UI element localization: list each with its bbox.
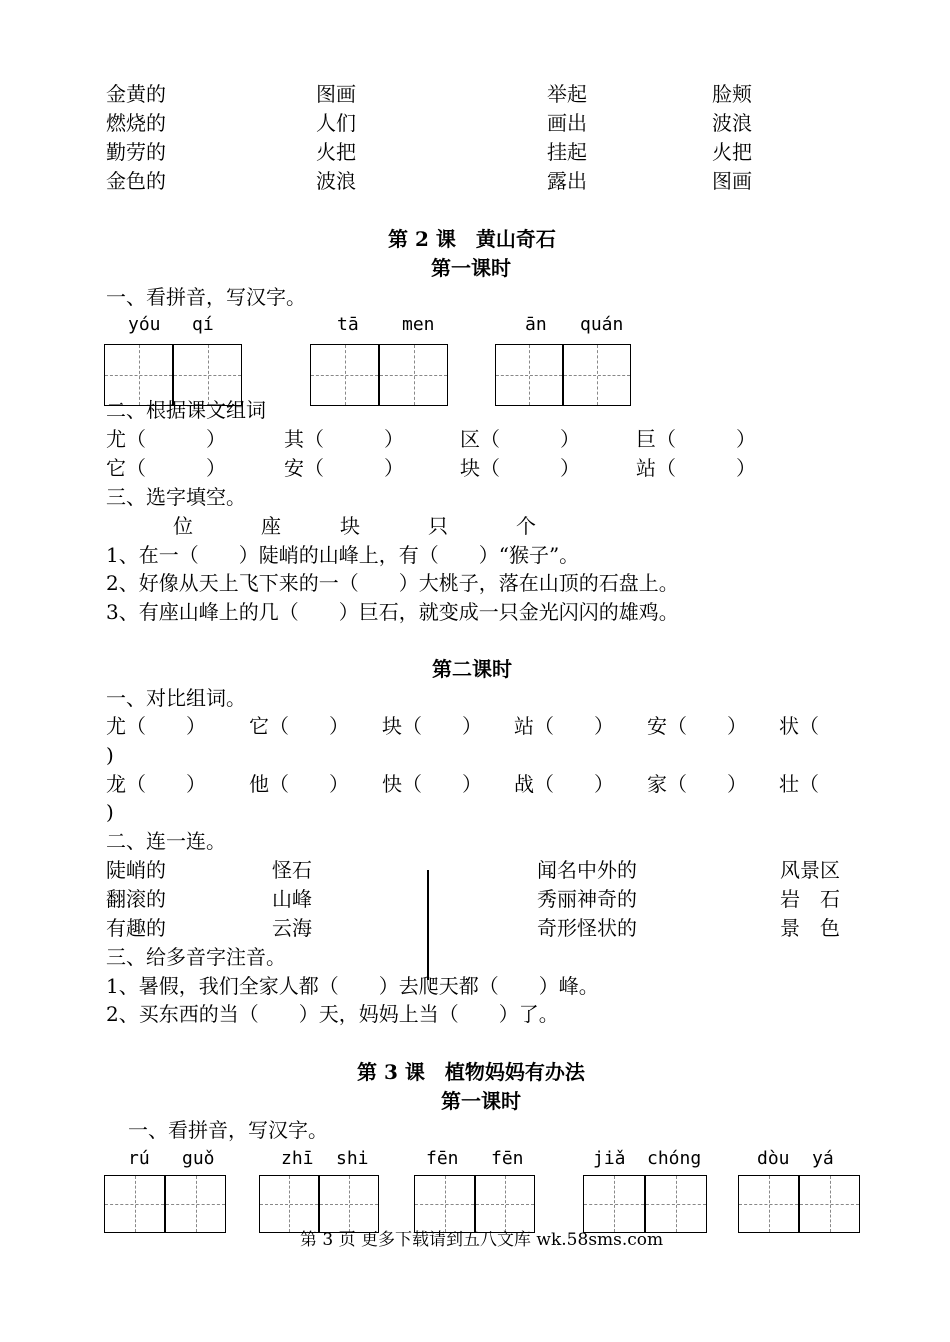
word-blank: 站（ ） — [636, 456, 756, 480]
period-title: 第一课时 — [441, 1089, 521, 1113]
table-cell: 火把 — [316, 140, 356, 164]
compare-blank: 安（ ） — [647, 714, 747, 738]
writing-box[interactable] — [173, 344, 242, 406]
compare-blank: 尤（ ） — [106, 714, 206, 738]
writing-box[interactable] — [495, 344, 563, 406]
section-heading: 二、连一连。 — [106, 829, 226, 853]
compare-blank: 块（ ） — [382, 714, 482, 738]
table-cell: 火把 — [712, 140, 752, 164]
section-heading: 一、看拼音，写汉字。 — [128, 1118, 328, 1142]
table-cell: 勤劳的 — [106, 140, 166, 164]
compare-blank: 状（ — [779, 714, 819, 738]
writing-box[interactable] — [738, 1175, 799, 1233]
polyphone-sentence: 1、暑假，我们全家人都（ ）去爬天都（ ）峰。 — [106, 974, 599, 998]
writing-box[interactable] — [563, 344, 631, 406]
writing-box[interactable] — [165, 1175, 226, 1233]
compare-blank: 战（ ） — [514, 772, 614, 796]
writing-box[interactable] — [799, 1175, 860, 1233]
word-blank: 块（ ） — [460, 456, 580, 480]
word-blank: 尤（ ） — [106, 427, 226, 451]
table-cell: 波浪 — [712, 111, 752, 135]
pinyin: shi — [336, 1148, 369, 1169]
choice-char: 块 — [340, 514, 360, 538]
period-title: 第一课时 — [431, 256, 511, 280]
word-blank: 巨（ ） — [636, 427, 756, 451]
polyphone-sentence: 2、买东西的当（ ）天，妈妈上当（ ）了。 — [106, 1002, 559, 1026]
connect-item: 风景区 — [780, 858, 840, 882]
pinyin: fēn — [491, 1148, 524, 1169]
writing-box[interactable] — [414, 1175, 475, 1233]
writing-box[interactable] — [319, 1175, 379, 1233]
pinyin: ān — [525, 314, 547, 335]
wrap-paren: ) — [106, 743, 114, 767]
table-cell: 露出 — [547, 169, 587, 193]
compare-blank: 他（ ） — [249, 772, 349, 796]
pinyin: yá — [812, 1148, 834, 1169]
page-footer: 第 3 页 更多下载请到五八文库 wk.58sms.com — [300, 1230, 664, 1250]
compare-blank: 它（ ） — [249, 714, 349, 738]
lesson-title: 第 2 课 黄山奇石 — [388, 227, 556, 251]
wrap-paren: ) — [106, 800, 114, 824]
section-heading: 三、给多音字注音。 — [106, 945, 286, 969]
section-heading: 一、看拼音，写汉字。 — [106, 285, 306, 309]
connect-item: 岩 石 — [780, 887, 840, 911]
table-cell: 金黄的 — [106, 82, 166, 106]
section-heading: 一、对比组词。 — [106, 686, 246, 710]
section-heading: 二、根据课文组词 — [106, 398, 266, 422]
word-blank: 它（ ） — [106, 456, 226, 480]
fill-sentence: 1、在一（ ）陡峭的山峰上，有（ ）“猴子”。 — [106, 543, 580, 567]
writing-box[interactable] — [310, 344, 379, 406]
word-blank: 区（ ） — [460, 427, 580, 451]
choice-char: 座 — [261, 514, 281, 538]
table-cell: 脸颊 — [712, 82, 752, 106]
section-heading: 三、选字填空。 — [106, 485, 246, 509]
connect-item: 翻滚的 — [106, 887, 166, 911]
pinyin: men — [402, 314, 435, 335]
table-cell: 挂起 — [547, 140, 587, 164]
choice-char: 位 — [173, 514, 193, 538]
writing-box[interactable] — [475, 1175, 535, 1233]
connect-item: 山峰 — [272, 887, 312, 911]
compare-blank: 壮（ — [779, 772, 819, 796]
table-cell: 金色的 — [106, 169, 166, 193]
lesson-title: 第 3 课 植物妈妈有办法 — [357, 1060, 585, 1084]
writing-box[interactable] — [104, 344, 173, 406]
pinyin: dòu — [757, 1148, 790, 1169]
pinyin: zhī — [281, 1148, 314, 1169]
table-cell: 燃烧的 — [106, 111, 166, 135]
connect-item: 秀丽神奇的 — [537, 887, 637, 911]
connect-item: 闻名中外的 — [537, 858, 637, 882]
connect-item: 云海 — [272, 916, 312, 940]
pinyin: yóu — [128, 314, 161, 335]
compare-blank: 快（ ） — [382, 772, 482, 796]
connect-item: 景 色 — [780, 916, 840, 940]
connect-item: 怪石 — [272, 858, 312, 882]
table-cell: 图画 — [316, 82, 356, 106]
word-blank: 其（ ） — [284, 427, 404, 451]
pinyin: guǒ — [182, 1148, 215, 1169]
pinyin: rú — [128, 1148, 150, 1169]
writing-box[interactable] — [645, 1175, 707, 1233]
connect-item: 奇形怪状的 — [537, 916, 637, 940]
divider-line — [427, 870, 429, 980]
pinyin: tā — [337, 314, 359, 335]
table-cell: 人们 — [316, 111, 356, 135]
pinyin: qí — [192, 314, 214, 335]
writing-box[interactable] — [259, 1175, 319, 1233]
pinyin: fēn — [426, 1148, 459, 1169]
compare-blank: 龙（ ） — [106, 772, 206, 796]
connect-item: 陡峭的 — [106, 858, 166, 882]
writing-box[interactable] — [583, 1175, 645, 1233]
fill-sentence: 2、好像从天上飞下来的一（ ）大桃子，落在山顶的石盘上。 — [106, 571, 679, 595]
fill-sentence: 3、有座山峰上的几（ ）巨石，就变成一只金光闪闪的雄鸡。 — [106, 600, 679, 624]
pinyin: jiǎ — [593, 1148, 626, 1169]
compare-blank: 家（ ） — [647, 772, 747, 796]
connect-item: 有趣的 — [106, 916, 166, 940]
choice-char: 只 — [428, 514, 448, 538]
table-cell: 举起 — [547, 82, 587, 106]
table-cell: 波浪 — [316, 169, 356, 193]
table-cell: 画出 — [547, 111, 587, 135]
choice-char: 个 — [516, 514, 536, 538]
writing-box[interactable] — [104, 1175, 165, 1233]
word-blank: 安（ ） — [284, 456, 404, 480]
compare-blank: 站（ ） — [514, 714, 614, 738]
table-cell: 图画 — [712, 169, 752, 193]
period-title: 第二课时 — [432, 657, 512, 681]
writing-box[interactable] — [379, 344, 448, 406]
pinyin: quán — [580, 314, 624, 335]
pinyin: chóng — [647, 1148, 702, 1169]
